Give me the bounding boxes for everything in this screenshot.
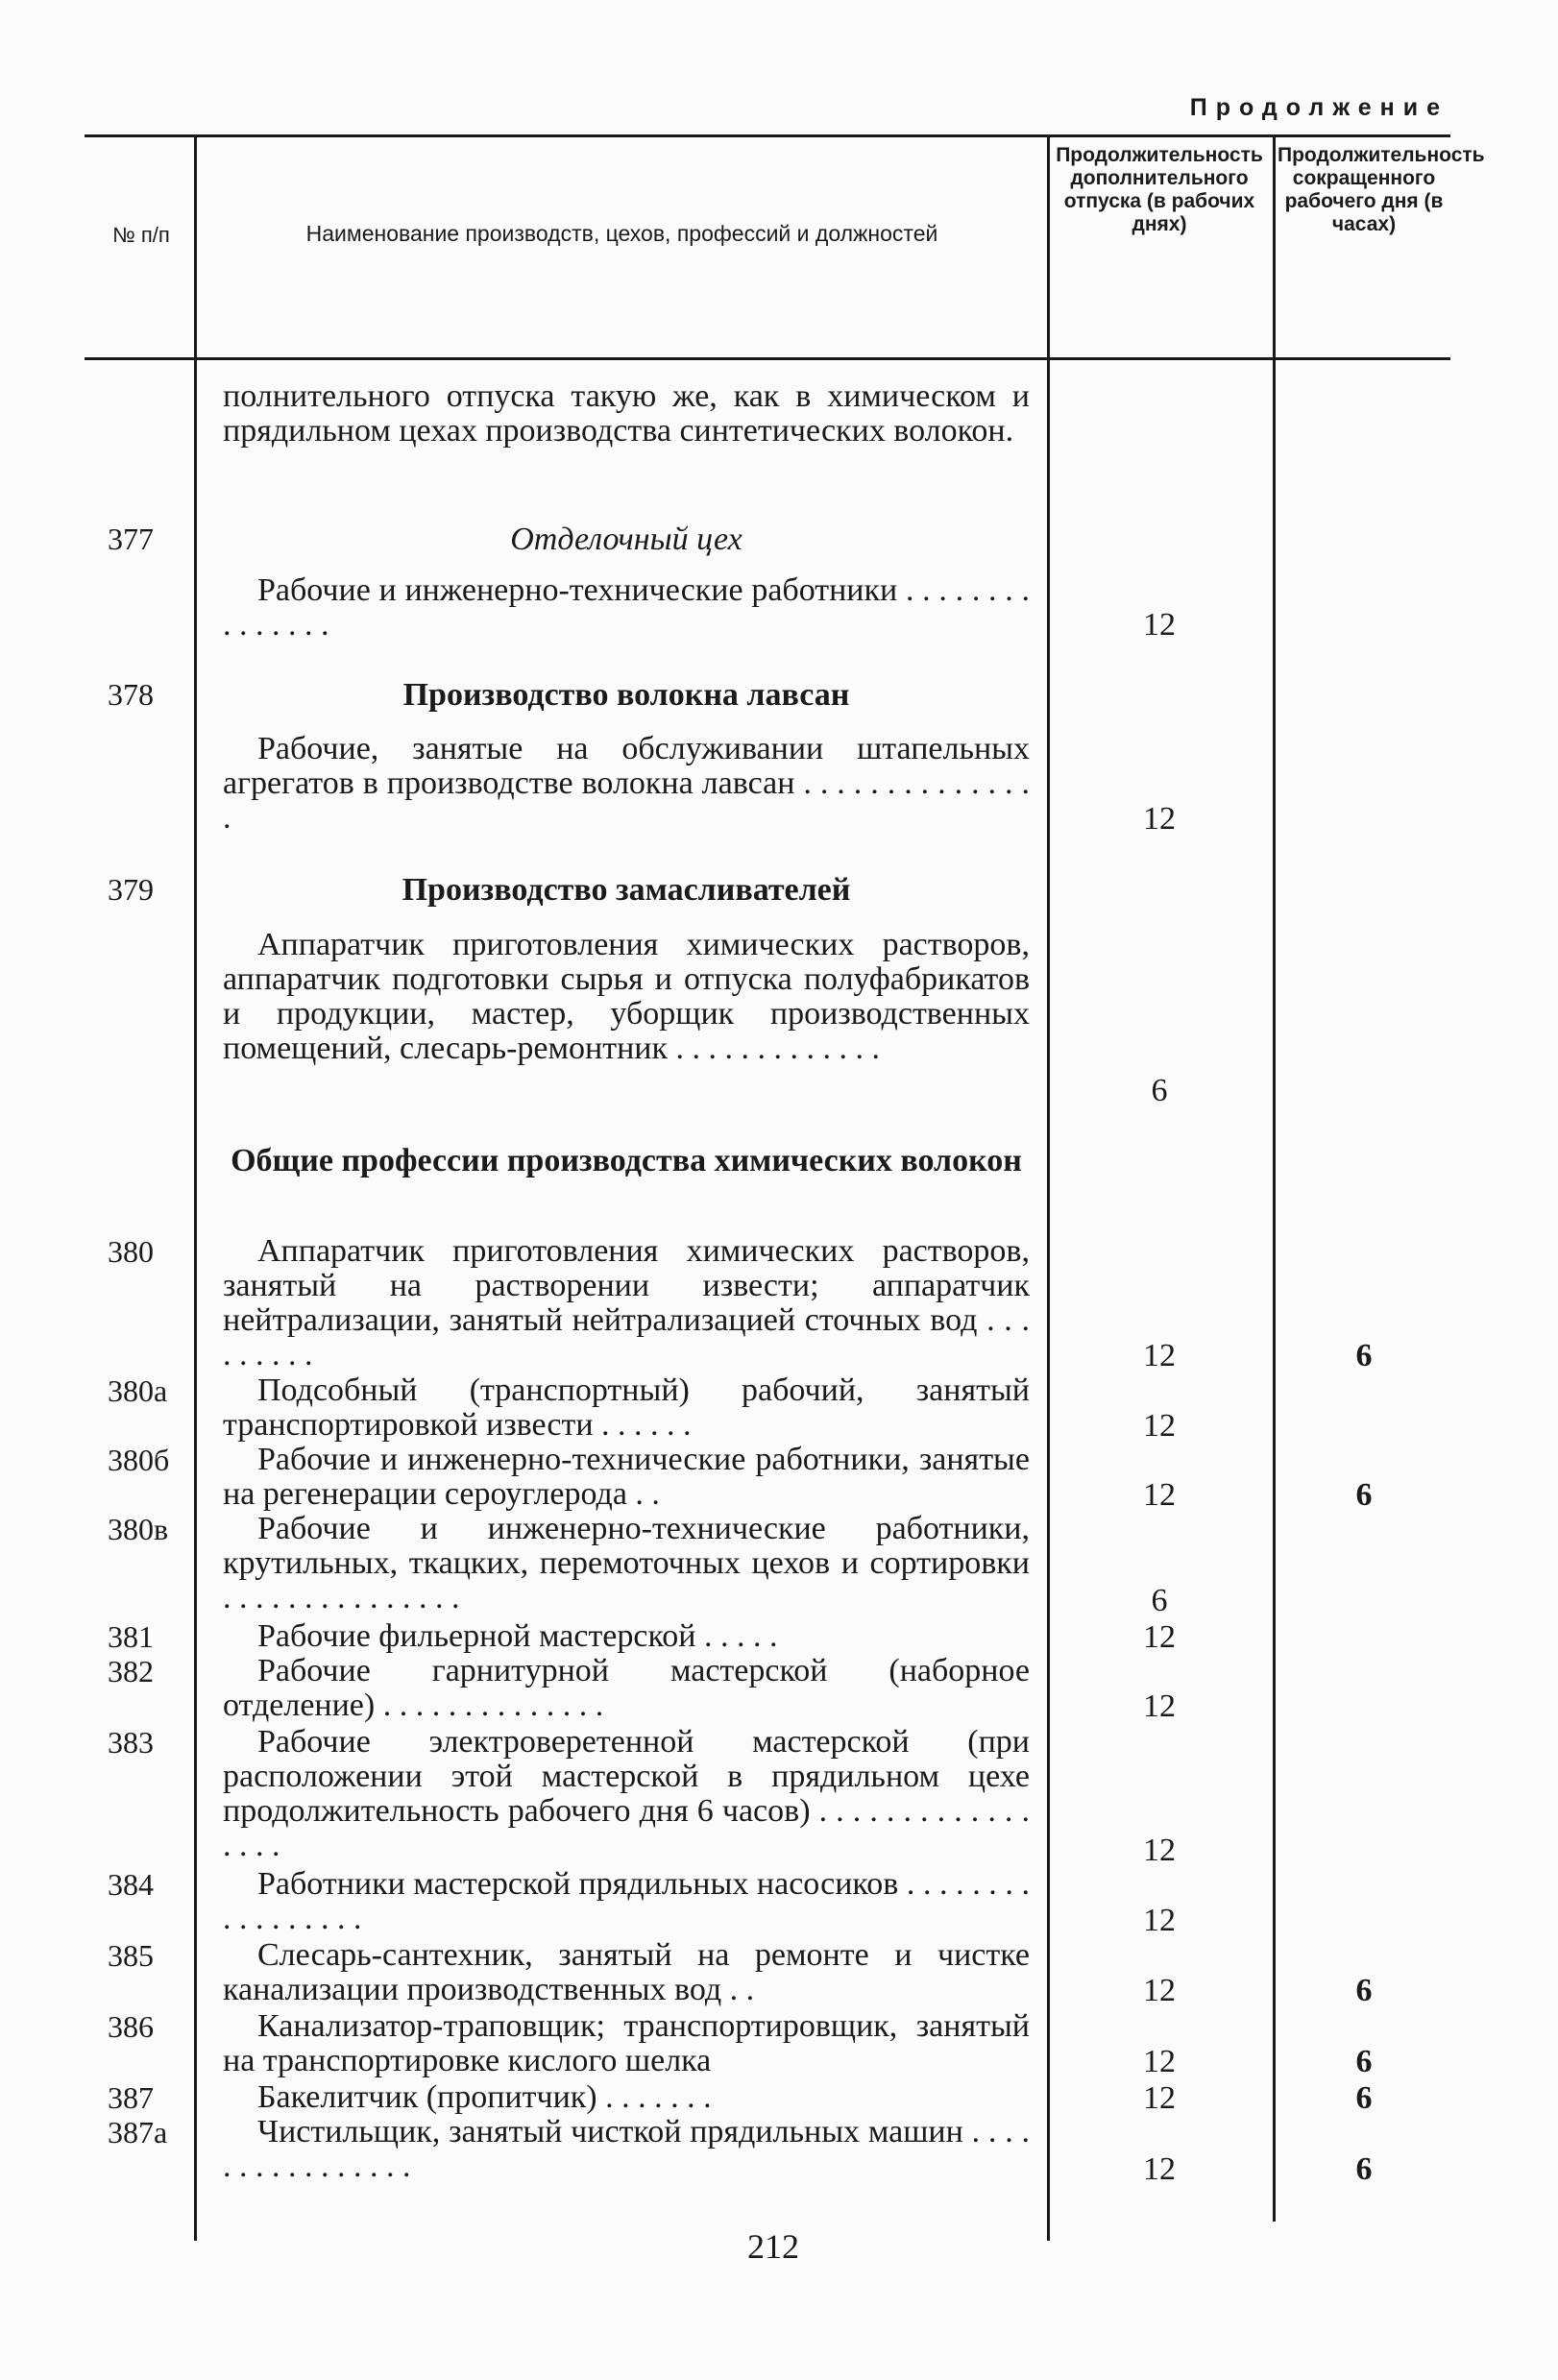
row-text: Слесарь-сантехник, занятый на ремонте и чистке канализации производственных вод . . — [223, 1937, 1030, 2007]
row-text: Рабочие гарнитурной мастерской (наборное отделение) . . . . . . . . . . . . . . — [223, 1653, 1030, 1723]
row-number: 383 — [108, 1725, 154, 1760]
leave-days: 6 — [1151, 1583, 1168, 1618]
row-number: 384 — [108, 1867, 154, 1902]
row-text: Канализатор-траповщик; транспортировщик, занятый на транспортировке кислого шелка — [223, 2008, 1030, 2078]
leave-days: 12 — [1143, 1973, 1176, 2008]
row-text: Аппаратчик приготовления химических растворов, аппаратчик подготовки сырья и отпуска полуфабрикатов и продукции, мастер, уборщик производственных помещений, слесарь-ремонтник . . . . . . . . . . . . . — [223, 927, 1030, 1066]
reduced-hours: 6 — [1355, 1477, 1373, 1513]
leave-days: 12 — [1143, 1833, 1176, 1868]
row-number: 385 — [108, 1938, 154, 1973]
row-text: Работники мастерской прядильных насосиков . . . . . . . . . . . . . . . . . — [223, 1866, 1030, 1936]
row-number: 380б — [108, 1443, 170, 1477]
reduced-hours: 6 — [1355, 1973, 1373, 2008]
row-number: 387а — [108, 2115, 168, 2149]
section-heading: Отделочный цех — [510, 522, 742, 557]
leave-days: 12 — [1143, 607, 1176, 643]
leave-days: 12 — [1143, 1688, 1176, 1724]
header-name: Наименование производств, цехов, профессий и должностей — [305, 221, 938, 246]
section-heading: Производство волокна лавсан — [402, 677, 850, 713]
reduced-hours: 6 — [1355, 1338, 1373, 1373]
row-text: Рабочие и инженерно-технические работники, занятые на регенерации сероуглерода . . — [223, 1442, 1030, 1512]
row-text: Рабочие и инженерно-технические работники . . . . . . . . . . . . . . . — [223, 572, 1030, 643]
column-separator-1 — [194, 137, 197, 2241]
row-text: Подсобный (транспортный) рабочий, занятый транспортировкой извести . . . . . . — [223, 1372, 1030, 1443]
row-number: 381 — [108, 1619, 154, 1654]
row-number: 379 — [108, 872, 154, 907]
header-number: № п/п — [112, 223, 170, 247]
row-text: Рабочие и инженерно-технические работники, крутильных, ткацких, перемоточных цехов и сортировки . . . . . . . . . . . . . . . — [223, 1511, 1030, 1615]
row-text: Рабочие электроверетенной мастерской (при расположении этой мастерской в прядильном цехе продолжительность рабочего дня 6 часов) . . . . . . . . . . . . . . . . . — [223, 1724, 1030, 1863]
intro-text: полнительного отпуска такую же, как в химическом и прядильном цехах производства синтетических волокон. — [223, 378, 1030, 449]
running-head: Продолжение — [1189, 94, 1448, 121]
top-rule — [85, 134, 1450, 137]
row-text: Рабочие, занятые на обслуживании штапельных агрегатов в производстве волокна лавсан . . . . . . . . . . . . . . . — [223, 731, 1030, 836]
row-number: 380а — [108, 1373, 168, 1408]
leave-days: 6 — [1151, 1073, 1168, 1108]
row-number: 382 — [108, 1654, 154, 1688]
row-number: 377 — [108, 522, 154, 556]
leave-days: 12 — [1143, 1619, 1176, 1655]
column-separator-3 — [1273, 137, 1276, 2222]
page-number: 212 — [747, 2227, 799, 2266]
leave-days: 12 — [1143, 2151, 1176, 2187]
leave-days: 12 — [1143, 801, 1176, 837]
row-text: Аппаратчик приготовления химических растворов, занятый на растворении извести; аппаратчик нейтрализации, занятый нейтрализацией сточных вод . . . . . . . . . — [223, 1233, 1030, 1372]
reduced-hours: 6 — [1355, 2080, 1373, 2116]
header-additional-leave: Продолжительность дополнительного отпуска (в рабочих днях) — [1056, 144, 1263, 235]
row-number: 378 — [108, 677, 154, 712]
row-number: 387 — [108, 2080, 154, 2115]
leave-days: 12 — [1143, 2080, 1176, 2116]
row-number: 380 — [108, 1234, 154, 1269]
row-number: 380в — [108, 1512, 169, 1546]
section-heading: Производство замасливателей — [402, 872, 851, 908]
header-reduced-day: Продолжительность сокращенного рабочего дня (в часах) — [1278, 144, 1485, 235]
row-text: Бакелитчик (пропитчик) . . . . . . . — [257, 2079, 712, 2115]
reduced-hours: 6 — [1355, 2044, 1373, 2079]
leave-days: 12 — [1143, 1408, 1176, 1444]
reduced-hours: 6 — [1355, 2151, 1373, 2187]
leave-days: 12 — [1143, 1903, 1176, 1938]
leave-days: 12 — [1143, 2044, 1176, 2079]
row-text: Рабочие фильерной мастерской . . . . . — [257, 1618, 778, 1654]
leave-days: 12 — [1143, 1477, 1176, 1513]
section-heading: Общие профессии производства химических волокон — [231, 1143, 1022, 1178]
row-text: Чистильщик, занятый чисткой прядильных машин . . . . . . . . . . . . . . . . — [223, 2114, 1030, 2184]
header-bottom-rule — [85, 357, 1450, 360]
row-number: 386 — [108, 2009, 154, 2044]
leave-days: 12 — [1143, 1338, 1176, 1373]
